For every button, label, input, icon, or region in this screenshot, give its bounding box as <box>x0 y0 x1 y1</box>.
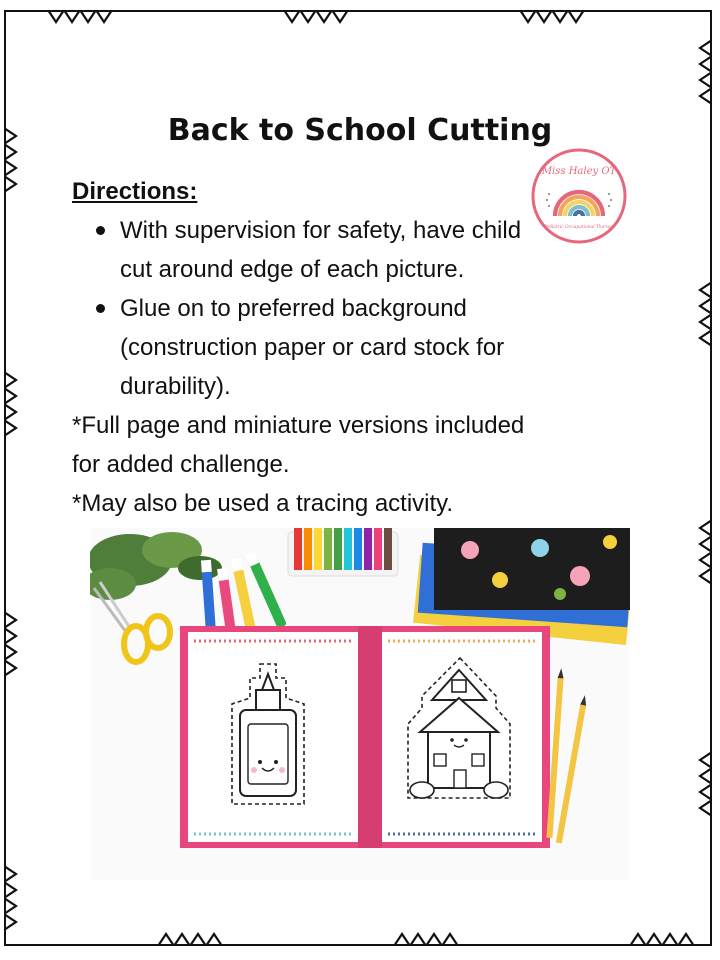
zigzag-bottom-left-icon <box>158 932 222 946</box>
crayons-icon <box>288 528 398 576</box>
pink-folder-icon <box>180 626 550 848</box>
logo-brand-text: Miss Haley OT <box>541 166 617 177</box>
zigzag-top-middle-icon <box>284 10 348 24</box>
directions-heading: Directions: <box>72 178 198 205</box>
zigzag-right-1-icon <box>698 40 712 104</box>
directions-block <box>72 172 552 523</box>
bullet-icon <box>96 304 105 313</box>
logo-tagline-text: Pediatric Occupational Therapy <box>543 225 615 230</box>
zigzag-top-left-icon <box>48 10 112 24</box>
zigzag-bottom-right-icon <box>630 932 694 946</box>
zigzag-left-4-icon <box>4 866 18 930</box>
zigzag-left-2-icon <box>4 372 18 436</box>
zigzag-right-3-icon <box>698 520 712 584</box>
page-title: Back to School Cutting <box>167 113 553 148</box>
note-tracing: *May also be used a tracing activity. <box>72 490 454 517</box>
note-full-page: *Full page and miniature versions included for added challenge. <box>72 412 525 478</box>
zigzag-top-right-icon <box>520 10 584 24</box>
directions-item-text: Glue on to preferred background (construction paper or card stock for durability). <box>120 295 505 400</box>
zigzag-right-2-icon <box>698 282 712 346</box>
directions-item-text: With supervision for safety, have child cut around edge of each picture. <box>120 217 522 283</box>
directions-item <box>120 211 552 289</box>
zigzag-right-4-icon <box>698 752 712 816</box>
directions-item <box>120 289 552 406</box>
directions-list <box>72 211 552 406</box>
school-supplies-photo-icon <box>90 528 630 880</box>
zigzag-left-3-icon <box>4 612 18 676</box>
zigzag-bottom-middle-icon <box>394 932 458 946</box>
bullet-icon <box>96 226 105 235</box>
